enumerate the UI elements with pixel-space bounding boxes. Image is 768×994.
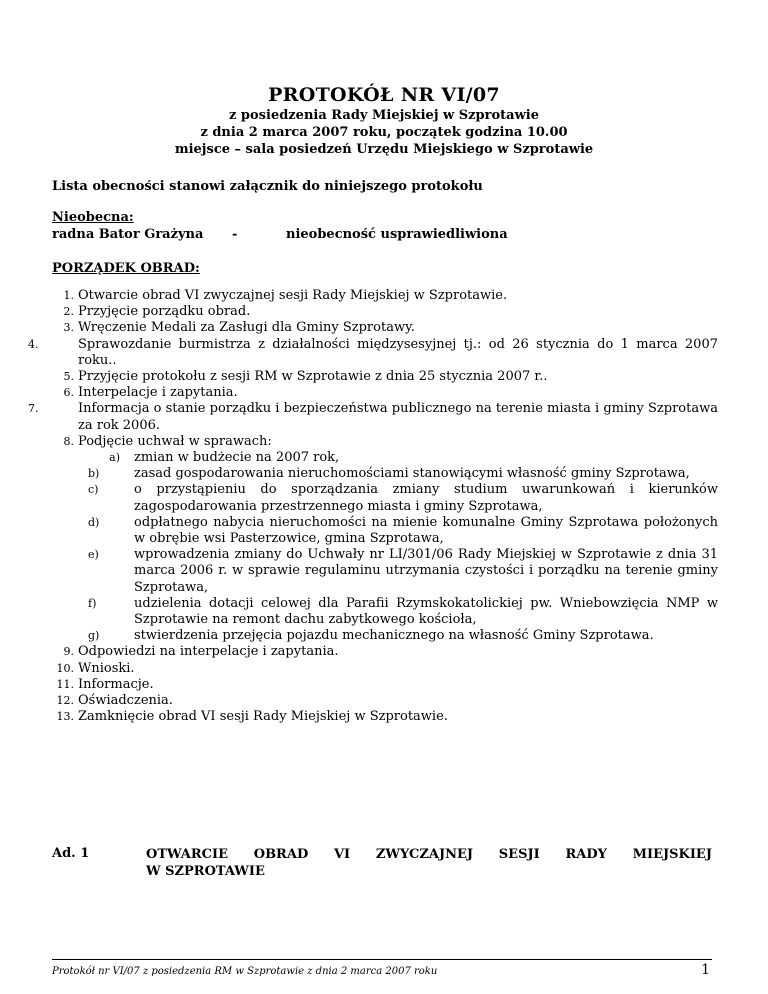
agenda-item: 5. Przyjęcie protokołu z sesji RM w Szprotawie z dnia 25 stycznia 2007 r.. xyxy=(63,369,548,385)
agenda-item: 3. Wręczenie Medali za Zasługi dla Gminy Szprotawy. xyxy=(63,320,415,336)
resolution-item: e) wprowadzenia zmiany do Uchwały nr LI/301/06 Rady Miejskiej w Szprotawie z dnia 31 marca 2006 r. w sprawie regulaminu utrzymania czystości i porządku na terenie gminy Szprotawa, xyxy=(88,547,718,595)
agenda-item: 11. Informacje. xyxy=(56,676,154,692)
subtitle-line-1: z posiedzenia Rady Miejskiej w Szprotawie xyxy=(229,108,539,123)
agenda-item: 6. Interpelacje i zapytania. xyxy=(63,385,238,401)
agenda-item: 10. Wnioski. xyxy=(56,660,135,676)
section-heading-line-2: W SZPROTAWIE xyxy=(146,864,265,879)
agenda-item: 9. Odpowiedzi na interpelacje i zapytania. xyxy=(63,644,339,660)
subtitle-line-2: z dnia 2 marca 2007 roku, początek godzina 10.00 xyxy=(200,125,568,140)
footer-text: Protokół nr VI/07 z posiedzenia RM w Szprotawie z dnia 2 marca 2007 roku xyxy=(52,966,438,977)
agenda-list xyxy=(28,288,718,725)
agenda-item: 12. Oświadczenia. xyxy=(56,693,173,709)
attendance-note: Lista obecności stanowi załącznik do niniejszego protokołu xyxy=(52,179,483,194)
resolution-item: a) zmian w budżecie na 2007 rok, xyxy=(109,450,340,466)
agenda-item: 4. Sprawozdanie burmistrza z działalności międzysesyjnej tj.: od 26 stycznia do 1 marca 2007 roku.. xyxy=(28,336,718,368)
absent-reason: nieobecność usprawiedliwiona xyxy=(286,227,508,242)
section-label: Ad. 1 xyxy=(52,846,90,861)
resolution-sublist xyxy=(28,450,718,644)
footer-divider xyxy=(52,959,712,960)
absent-name: radna Bator Grażyna xyxy=(52,227,204,242)
agenda-item: 13. Zamknięcie obrad VI sesji Rady Miejskiej w Szprotawie. xyxy=(56,709,448,725)
resolution-item: f) udzielenia dotacji celowej dla Parafii Rzymskokatolickiej pw. Wniebowzięcia NMP w Szprotawie na remont dachu zabytkowego kościoła, xyxy=(88,595,718,628)
page-number: 1 xyxy=(701,962,710,978)
resolution-item: d) odpłatnego nabycia nieruchomości na mienie komunalne Gminy Szprotawa położonych w obrębie wsi Pasterzowice, gmina Szprotawa, xyxy=(88,514,718,547)
resolution-item: b) zasad gospodarowania nieruchomościami stanowiącymi własność gminy Szprotawa, xyxy=(88,466,690,482)
absent-dash: - xyxy=(232,227,238,242)
document-title: PROTOKÓŁ NR VI/07 xyxy=(268,84,500,106)
agenda-heading: PORZĄDEK OBRAD: xyxy=(52,261,200,276)
section-heading xyxy=(146,846,712,880)
resolution-item: c) o przystąpieniu do sporządzania zmiany studium uwarunkowań i kierunków zagospodarowania przestrzennego miasta i gminy Szprotawa, xyxy=(88,482,718,514)
agenda-item: 8. Podjęcie uchwał w sprawach: a) zmian w budżecie na 2007 rok, b) zasad gospodarowania nieruchomościami stanowiącymi własność gminy Szprotawa, c) o przystąpieniu do sporządzania zmiany studium uwarunkowań i kierunków zagospodarowania przestrzennego miasta i gminy Szprotawa, d) odpłatnego nabycia nieruchomości na mienie komunalne Gminy Szprotawa położonych w obrębie wsi Pasterzowice, gmina Szprotawa, e) wprowadzenia zmiany do Uchwały nr LI/301/06 Rady Miejskiej w Szprotawie z dnia 31 marca 2006 r. w sprawie regulaminu utrzymania czystości i porządku na terenie gminy Szprotawa, f) udzielenia dotacji celowej dla Parafii Rzymskokatolickiej pw. Wniebowzięcia NMP w Szprotawie na remont dachu zabytkowego kościoła, g) stwierdzenia przejęcia pojazdu mechanicznego na własność Gminy Szprotawa. xyxy=(28,434,718,645)
subtitle-line-3: miejsce – sala posiedzeń Urzędu Miejskiego w Szprotawie xyxy=(174,142,594,157)
agenda-item: 7. Informacja o stanie porządku i bezpieczeństwa publicznego na terenie miasta i gminy Szprotawa za rok 2006. xyxy=(28,401,718,433)
resolution-item: g) stwierdzenia przejęcia pojazdu mechanicznego na własność Gminy Szprotawa. xyxy=(88,628,654,644)
agenda-item: 2. Przyjęcie porządku obrad. xyxy=(63,304,251,320)
agenda-item: 1. Otwarcie obrad VI zwyczajnej sesji Rady Miejskiej w Szprotawie. xyxy=(63,288,508,303)
section-heading-line-1: OTWARCIE OBRAD VI ZWYCZAJNEJ SESJI RADY MIEJSKIEJ xyxy=(146,847,712,862)
absent-label: Nieobecna: xyxy=(52,210,134,225)
